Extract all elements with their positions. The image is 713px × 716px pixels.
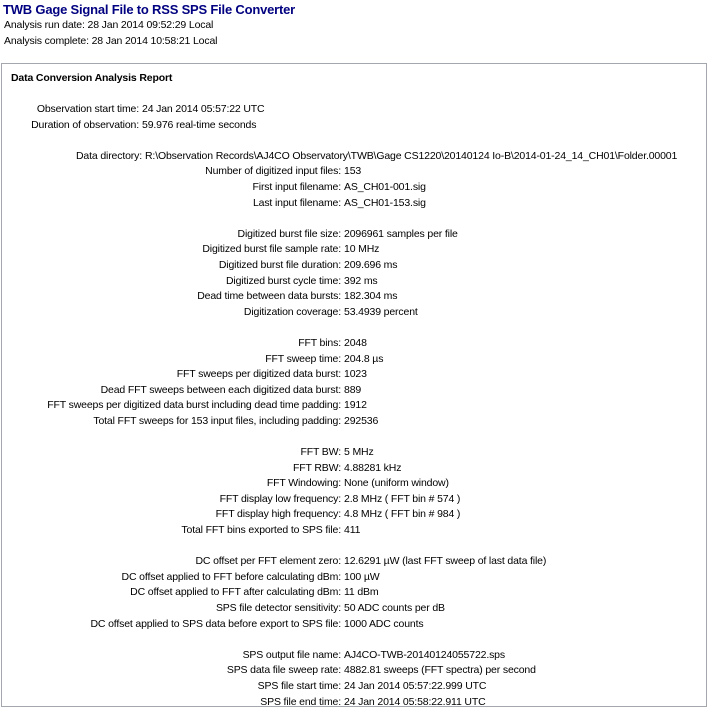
row-label: Digitized burst cycle time:: [226, 274, 341, 287]
row-label: FFT BW:: [300, 446, 341, 459]
row-value: 204.8 µs: [344, 352, 384, 365]
row-value: 1023: [344, 368, 367, 381]
row-value: AS_CH01-153.sig: [344, 196, 426, 209]
row-label: Total FFT sweeps for 153 input files, including padding:: [93, 414, 341, 427]
row-value: 4.8 MHz ( FFT bin # 984 ): [344, 508, 461, 521]
row-value: 53.4939 percent: [344, 305, 418, 318]
report-row: [15, 617, 697, 633]
row-value: 411: [344, 524, 361, 537]
row-value: 209.696 ms: [344, 258, 398, 271]
report-row: [15, 648, 697, 664]
row-label: Observation start time:: [36, 103, 139, 115]
row-label: SPS output file name:: [242, 648, 341, 661]
row-label: Dead FFT sweeps between each digitized data burst:: [100, 383, 341, 396]
row-label: FFT sweeps per digitized data burst:: [176, 368, 341, 381]
report-row: [15, 164, 697, 180]
row-value: None (uniform window): [344, 477, 449, 490]
blank-row: [15, 539, 697, 555]
row-label: DC offset applied to FFT after calculating dBm:: [130, 586, 341, 599]
row-label: Digitized burst file duration:: [218, 258, 341, 271]
report-row: [15, 196, 697, 212]
report-row: [15, 102, 697, 118]
report-row: [15, 414, 697, 430]
row-value: 2096961 samples per file: [344, 227, 458, 240]
report-row: [15, 523, 697, 539]
analysis-run-date: Analysis run date: 28 Jan 2014 09:52:29 Local: [4, 19, 214, 31]
row-label: Digitized burst file sample rate:: [202, 243, 341, 256]
row-value: 11 dBm: [344, 586, 379, 599]
row-value: 24 Jan 2014 05:57:22.999 UTC: [344, 679, 487, 692]
report-row: [15, 445, 697, 461]
report-row: [15, 383, 697, 399]
row-value: 2.8 MHz ( FFT bin # 574 ): [344, 492, 461, 505]
report-row: [15, 336, 697, 352]
report-row: [15, 507, 697, 523]
report-row: [15, 695, 697, 711]
row-value: 182.304 ms: [344, 290, 398, 303]
row-value: AJ4CO-TWB-20140124055722.sps: [344, 648, 505, 661]
row-label: Number of digitized input files:: [205, 165, 341, 178]
report-row: [15, 554, 697, 570]
blank-row: [15, 211, 697, 227]
report-row: [15, 492, 697, 508]
report-row: [15, 461, 697, 477]
row-label: Data directory:: [75, 149, 142, 162]
row-value: R:\Observation Records\AJ4CO Observatory\TWB\Gage CS1220\20140124 Io-B\2014-01-24_14_CH01\Folder.00001: [145, 149, 678, 162]
row-label: DC offset applied to SPS data before export to SPS file:: [90, 617, 341, 630]
report-row: [15, 289, 697, 305]
row-value: 2048: [344, 336, 367, 349]
report-row: [15, 305, 697, 321]
report-groupbox: [1, 63, 707, 707]
row-label: Total FFT bins exported to SPS file:: [181, 524, 341, 537]
row-value: 153: [344, 165, 362, 178]
row-label: Digitized burst file size:: [237, 227, 341, 240]
app-header: [3, 2, 709, 50]
row-value: AS_CH01-001.sig: [344, 180, 426, 193]
row-value: 4.88281 kHz: [344, 461, 402, 474]
row-value: 100 µW: [344, 570, 380, 583]
report-row: [15, 367, 697, 383]
row-label: SPS file start time:: [257, 679, 341, 692]
report-row: [15, 398, 697, 414]
row-value: 392 ms: [344, 274, 378, 287]
report-row: [15, 258, 697, 274]
blank-row: [15, 429, 697, 445]
report-row: [15, 585, 697, 601]
row-label: First input filename:: [252, 180, 341, 193]
report-row: [15, 118, 697, 134]
blank-row: [15, 320, 697, 336]
report-row: [15, 149, 697, 165]
report-row: [15, 242, 697, 258]
row-label: FFT Windowing:: [266, 477, 341, 490]
row-label: SPS file end time:: [260, 695, 341, 708]
report-body: [11, 102, 697, 710]
row-label: FFT display high frequency:: [215, 508, 341, 521]
report-row: [15, 663, 697, 679]
report-row: [15, 570, 697, 586]
report-row: [15, 352, 697, 368]
row-label: SPS data file sweep rate:: [226, 664, 341, 677]
report-row: [15, 180, 697, 196]
row-value: 1000 ADC counts: [344, 617, 424, 630]
row-value: 59.976 real-time seconds: [142, 118, 257, 131]
row-label: DC offset applied to FFT before calculating dBm:: [121, 570, 341, 583]
row-label: FFT bins:: [298, 336, 341, 349]
row-label: SPS file detector sensitivity:: [215, 602, 341, 614]
row-value: 24 Jan 2014 05:58:22.911 UTC: [344, 695, 486, 708]
blank-row: [15, 133, 697, 149]
row-label: Duration of observation:: [31, 118, 139, 131]
row-label: Last input filename:: [252, 196, 341, 209]
row-value: 12.6291 µW (last FFT sweep of last data file): [344, 555, 547, 568]
row-label: FFT RBW:: [293, 461, 341, 474]
report-title: Data Conversion Analysis Report: [11, 72, 173, 84]
app-title: TWB Gage Signal File to RSS SPS File Converter: [3, 2, 296, 17]
row-value: 889: [344, 383, 362, 396]
report-row: [15, 679, 697, 695]
analysis-complete-date: Analysis complete: 28 Jan 2014 10:58:21 Local: [4, 34, 218, 47]
row-label: Digitization coverage:: [243, 305, 341, 318]
row-label: FFT sweeps per digitized data burst including dead time padding:: [47, 399, 341, 412]
row-label: FFT sweep time:: [265, 352, 341, 365]
blank-row: [15, 632, 697, 648]
row-value: 4882.81 sweeps (FFT spectra) per second: [344, 664, 536, 677]
row-label: DC offset per FFT element zero:: [195, 555, 341, 568]
row-label: Dead time between data bursts:: [197, 290, 341, 303]
report-row: [15, 227, 697, 243]
report-row: [15, 476, 697, 492]
row-value: 50 ADC counts per dB: [344, 602, 445, 614]
row-value: 1912: [344, 399, 367, 412]
row-label: FFT display low frequency:: [219, 492, 341, 505]
report-row: [15, 274, 697, 290]
row-value: 5 MHz: [344, 446, 374, 459]
report-row: [15, 601, 697, 617]
row-value: 24 Jan 2014 05:57:22 UTC: [142, 103, 265, 115]
row-value: 292536: [344, 414, 379, 427]
row-value: 10 MHz: [344, 243, 380, 256]
